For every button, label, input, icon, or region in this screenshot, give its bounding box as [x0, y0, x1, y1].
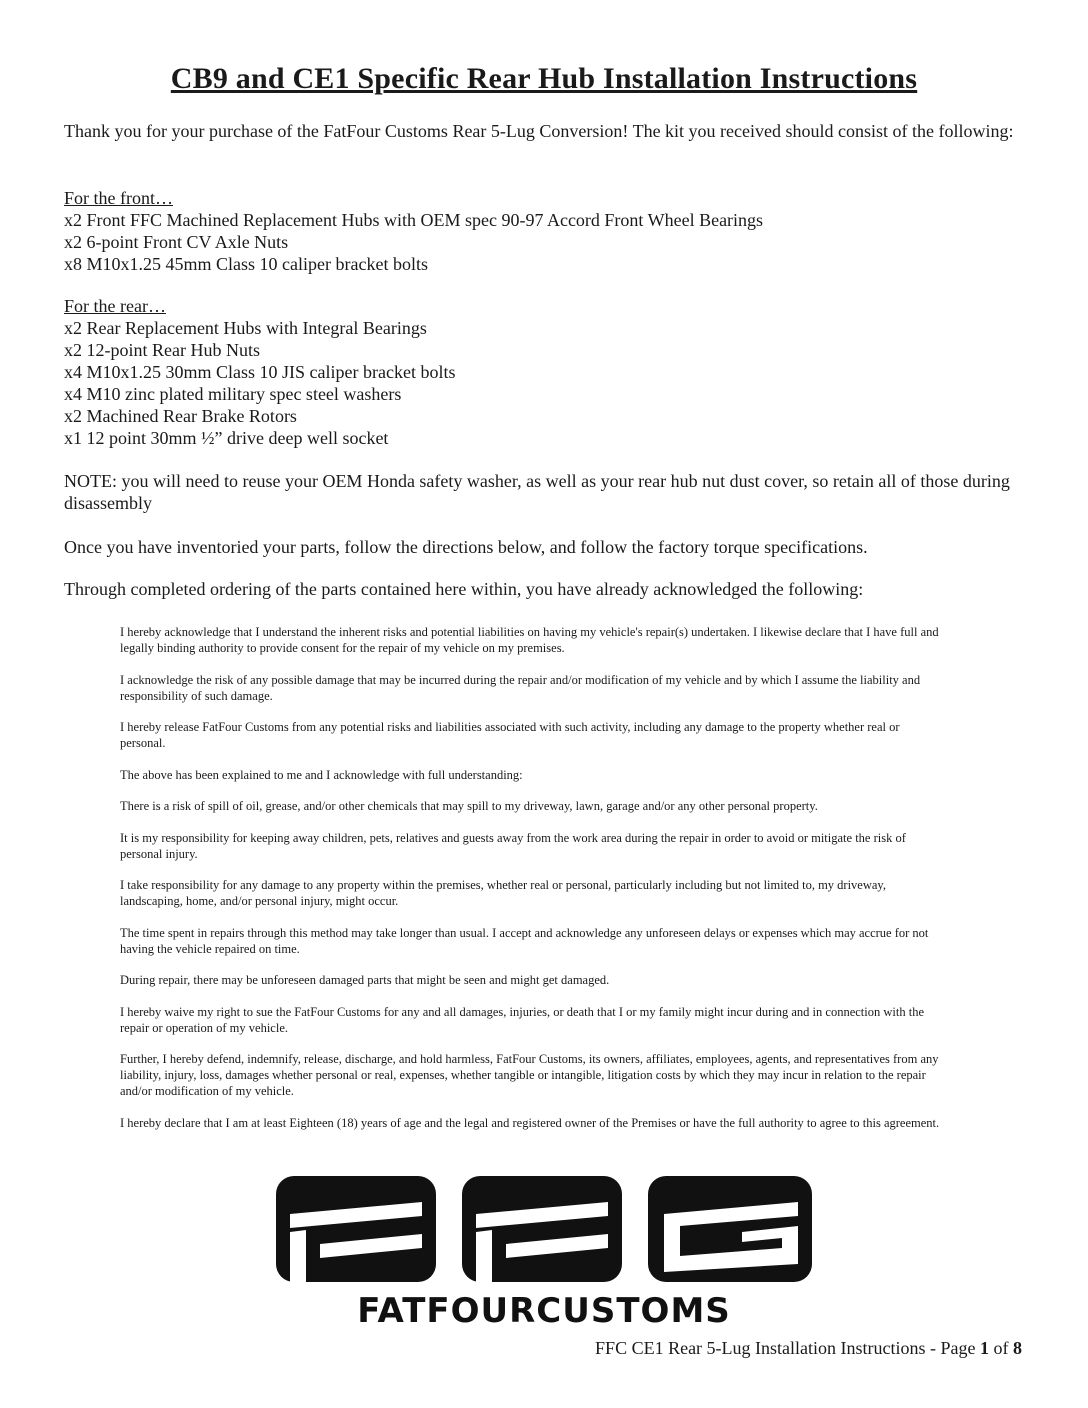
- acknowledgement-list: [120, 624, 940, 1146]
- acknowledgement-item: The above has been explained to me and I acknowledge with full understanding:: [120, 767, 523, 782]
- acknowledgement-item: I take responsibility for any damage to any property within the premises, whether real or personal, particularly including but not limited to, my driveway, landscaping, home, and/or personal injury, might occur.: [120, 878, 886, 908]
- list-item: x4 M10 zinc plated military spec steel washers: [64, 384, 402, 404]
- list-item: x4 M10x1.25 30mm Class 10 JIS caliper bracket bolts: [64, 362, 456, 382]
- footer-page-number: 1: [980, 1338, 989, 1358]
- ffc-logo: [272, 1172, 816, 1330]
- acknowledgement-item: Further, I hereby defend, indemnify, release, discharge, and hold harmless, FatFour Customs, its owners, affiliates, employees, agents, and representatives from any liability, injury, loss, damages whether personal or real, expenses, whether tangible or intangible, litigation costs by which they may incur in relation to the repair and/or modification of my vehicle.: [120, 1052, 939, 1098]
- footer-label: FFC CE1 Rear 5-Lug Installation Instructions - Page: [595, 1338, 980, 1358]
- footer-of: of: [989, 1338, 1013, 1358]
- acknowledgement-intro: Through completed ordering of the parts contained here within, you have already acknowledged the following:: [64, 579, 864, 599]
- ffc-logo-wordmark: FATFOURCUSTOMS: [357, 1291, 731, 1330]
- list-item: x1 12 point 30mm ½” drive deep well socket: [64, 428, 389, 448]
- document-title: CB9 and CE1 Specific Rear Hub Installation Instructions: [170, 62, 918, 95]
- acknowledgement-item: During repair, there may be unforeseen damaged parts that might be seen and might get damaged.: [120, 973, 610, 987]
- acknowledgement-item: It is my responsibility for keeping away children, pets, relatives and guests away from the work area during the repair in order to avoid or mitigate the risk of personal injury.: [120, 830, 906, 861]
- acknowledgement-item: I hereby acknowledge that I understand the inherent risks and potential liabilities on having my vehicle's repair(s) undertaken. I likewise declare that I have full and legally binding authority to provide consent for the repair of my vehicle on my premises.: [120, 625, 939, 655]
- acknowledgement-item: I hereby waive my right to sue the FatFour Customs for any and all damages, injuries, or death that I or my family might incur during and in connection with the repair or operation of my vehicle.: [120, 1004, 924, 1035]
- list-item: x2 Front FFC Machined Replacement Hubs with OEM spec 90-97 Accord Front Wheel Bearings: [64, 210, 764, 230]
- inventory-paragraph: Once you have inventoried your parts, follow the directions below, and follow the factory torque specifications.: [64, 537, 868, 557]
- acknowledgement-item: I acknowledge the risk of any possible damage that may be incurred during the repair and/or modification of my vehicle and by which I assume the liability and responsibility of such damage.: [120, 672, 921, 703]
- page-footer: [595, 1338, 1022, 1359]
- rear-heading: For the rear…: [64, 296, 166, 316]
- list-item: x2 Machined Rear Brake Rotors: [64, 406, 297, 426]
- acknowledgement-item: I hereby declare that I am at least Eighteen (18) years of age and the legal and registered owner of the Premises or have the full authority to agree to this agreement.: [120, 1115, 940, 1130]
- intro-paragraph: Thank you for your purchase of the FatFour Customs Rear 5-Lug Conversion! The kit you received should consist of the following:: [64, 121, 1014, 141]
- list-item: x8 M10x1.25 45mm Class 10 caliper bracket bolts: [64, 254, 428, 274]
- acknowledgement-item: There is a risk of spill of oil, grease, and/or other chemicals that may spill to my driveway, lawn, garage and/or any other personal property.: [120, 799, 818, 813]
- list-item: x2 Rear Replacement Hubs with Integral Bearings: [64, 318, 427, 338]
- front-heading: For the front…: [64, 188, 173, 208]
- acknowledgement-item: The time spent in repairs through this method may take longer than usual. I accept and acknowledge any unforeseen delays or expenses which may accrue for not having the vehicle repaired on time.: [120, 925, 929, 956]
- list-item: x2 12-point Rear Hub Nuts: [64, 340, 260, 360]
- note-paragraph: NOTE: you will need to reuse your OEM Honda safety washer, as well as your rear hub nut dust cover, so retain all of those during disassembly: [64, 471, 1010, 513]
- rear-parts-list: [64, 295, 1030, 449]
- acknowledgement-item: I hereby release FatFour Customs from any potential risks and liabilities associated with such activity, including any damage to the property whether real or personal.: [120, 720, 900, 750]
- footer-page-total: 8: [1013, 1338, 1022, 1358]
- list-item: x2 6-point Front CV Axle Nuts: [64, 232, 289, 252]
- front-parts-list: [64, 187, 1030, 275]
